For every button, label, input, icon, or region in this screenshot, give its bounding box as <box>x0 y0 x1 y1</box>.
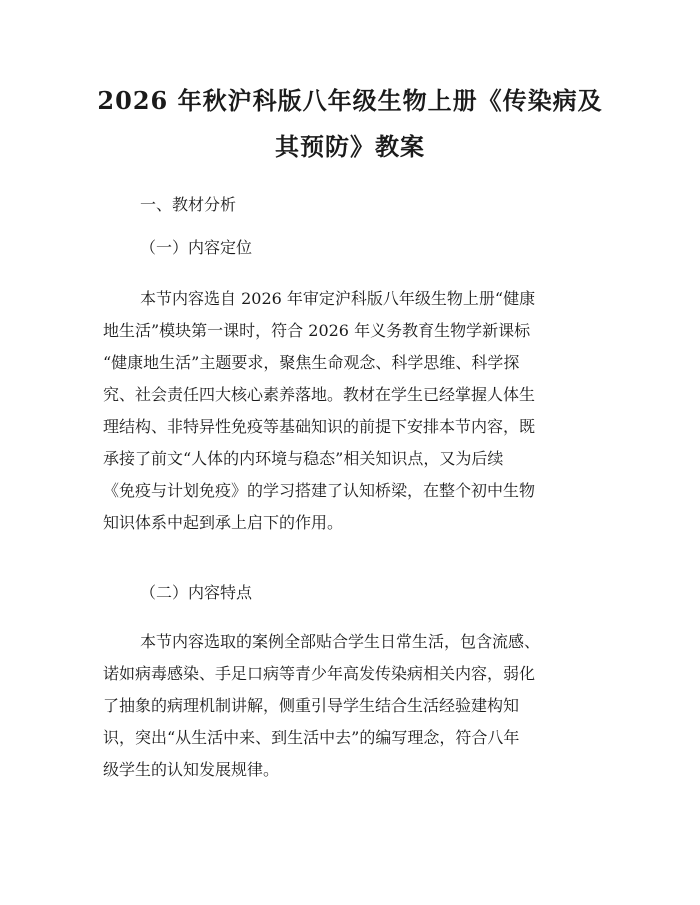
paragraph-line: 承接了前文“人体的内环境与稳态”相关知识点，又为后续 <box>103 449 504 468</box>
paragraph-line: 识，突出“从生活中来、到生活中去”的编写理念，符合八年 <box>103 728 520 747</box>
paragraph-line: 究、社会责任四大核心素养落地。教材在学生已经掌握人体生 <box>103 385 536 404</box>
paragraph-line: 本节内容选取的案例全部贴合学生日常生活，包含流感、 <box>140 632 541 651</box>
subsection-heading-content-positioning: （一）内容定位 <box>140 238 253 257</box>
paragraph-line: 本节内容选自 2026 年审定沪科版八年级生物上册“健康 <box>140 289 536 308</box>
paragraph-line: 诺如病毒感染、手足口病等青少年高发传染病相关内容，弱化 <box>103 664 536 683</box>
paragraph-line: 理结构、非特异性免疫等基础知识的前提下安排本节内容，既 <box>103 417 536 436</box>
paragraph-content-positioning <box>103 283 603 539</box>
section-heading-textbook-analysis: 一、教材分析 <box>140 195 237 214</box>
document-title-line-1: 2026 年秋沪科版八年级生物上册《传染病及 <box>97 86 603 115</box>
paragraph-content-features <box>103 626 603 786</box>
document-title-line-2: 其预防》教案 <box>275 132 425 161</box>
paragraph-line: 地生活”模块第一课时，符合 2026 年义务教育生物学新课标 <box>103 321 531 340</box>
subsection-heading-content-features: （二）内容特点 <box>140 583 253 602</box>
paragraph-line: 《免疫与计划免疫》的学习搭建了认知桥梁，在整个初中生物 <box>103 481 536 500</box>
paragraph-line: 知识体系中起到承上启下的作用。 <box>103 513 344 532</box>
paragraph-line: 级学生的认知发展规律。 <box>103 760 280 779</box>
paragraph-line: “健康地生活”主题要求，聚焦生命观念、科学思维、科学探 <box>103 353 520 372</box>
paragraph-line: 了抽象的病理机制讲解，侧重引导学生结合生活经验建构知 <box>103 696 520 715</box>
